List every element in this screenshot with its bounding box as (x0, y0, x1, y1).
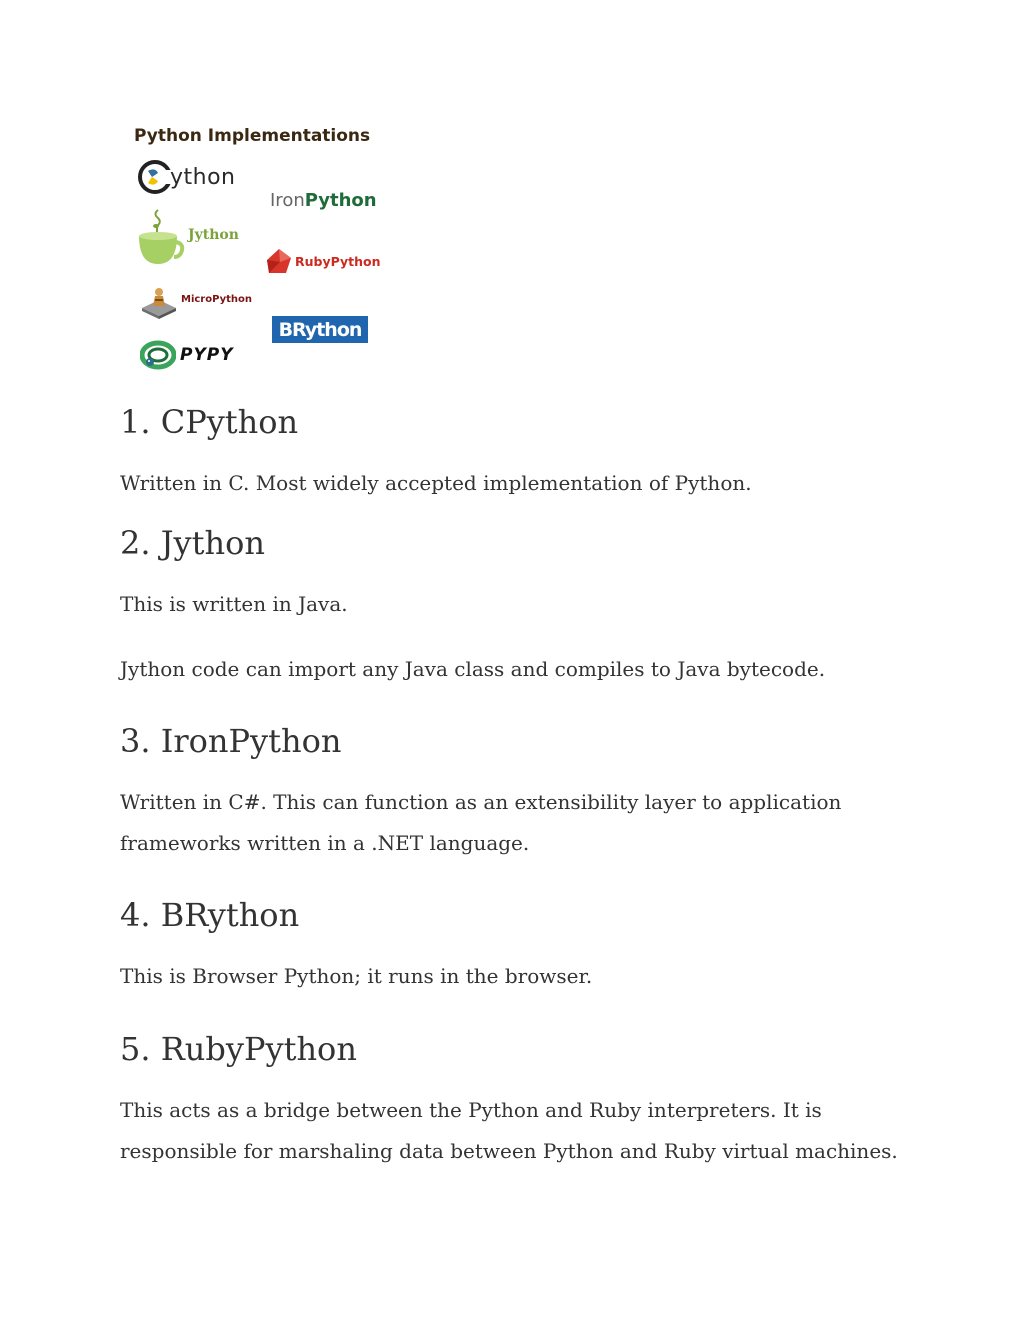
section-paragraph: This is Browser Python; it runs in the browser. (120, 964, 593, 988)
section-cpython (120, 402, 920, 442)
jython-logo (136, 206, 239, 270)
section-heading: 5. RubyPython (120, 1030, 357, 1068)
brython-logo-text: BRython (278, 318, 362, 341)
section-heading: 1. CPython (120, 403, 299, 441)
section-paragraph: Jython code can import any Java class and compiles to Java bytecode. (120, 657, 826, 681)
section-heading: 3. IronPython (120, 722, 342, 760)
ironpython-logo-text-python: Python (304, 190, 377, 211)
ironpython-logo-text-iron: Iron (270, 190, 305, 211)
section-paragraph: This is written in Java. (120, 592, 348, 616)
section-paragraph: Written in C. Most widely accepted implementation of Python. (120, 471, 752, 495)
micropython-chip-icon (140, 284, 178, 320)
section-paragraph: responsible for marshaling data between Python and Ruby virtual machines. (120, 1139, 898, 1163)
cpython-c-icon (138, 160, 172, 194)
section-paragraph: Written in C#. This can function as an extensibility layer to application (120, 790, 842, 814)
section-brython (120, 895, 920, 935)
micropython-logo-text: MicroPython (181, 293, 253, 305)
section-paragraph: frameworks written in a .NET language. (120, 831, 530, 855)
section-rubypython (120, 1029, 920, 1069)
python-implementations-figure (128, 120, 380, 380)
section-jython (120, 523, 920, 563)
section-heading: 2. Jython (120, 524, 265, 562)
cpython-logo-text: ython (170, 164, 236, 190)
micropython-logo (140, 284, 252, 320)
section-paragraph: This acts as a bridge between the Python and Ruby interpreters. It is (120, 1098, 822, 1122)
jython-cup-icon (136, 206, 186, 270)
ironpython-logo (270, 190, 377, 211)
ruby-gem-icon (266, 248, 292, 274)
pypy-snake-icon (140, 340, 176, 370)
figure-title: Python Implementations (134, 126, 371, 146)
section-ironpython (120, 721, 920, 761)
cpython-logo (138, 160, 236, 194)
pypy-logo (140, 340, 234, 370)
section-heading: 4. BRython (120, 896, 300, 934)
pypy-logo-text: PYPY (180, 345, 234, 365)
rubypython-logo (266, 248, 381, 274)
brython-logo (272, 316, 368, 343)
jython-logo-text: Jython (188, 227, 239, 243)
rubypython-logo-text: RubyPython (295, 253, 381, 269)
